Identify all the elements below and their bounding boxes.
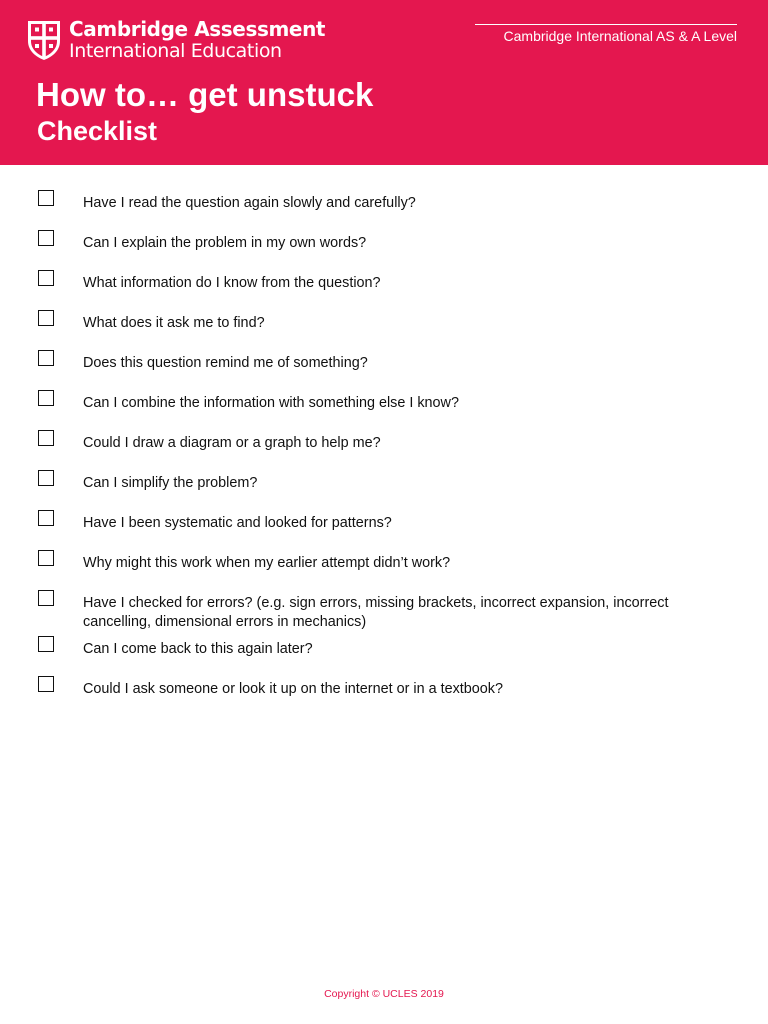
cambridge-logo bbox=[26, 18, 325, 62]
checklist-item-label: Why might this work when my earlier attempt didn’t work? bbox=[83, 555, 451, 571]
checkbox[interactable] bbox=[38, 390, 54, 406]
checklist-item bbox=[38, 468, 728, 508]
header-divider bbox=[475, 24, 737, 25]
checklist-item-label: What information do I know from the question? bbox=[83, 275, 381, 291]
page-subtitle: Checklist bbox=[37, 116, 158, 146]
checklist-item-label: What does it ask me to find? bbox=[83, 315, 265, 331]
checklist-item-label: Can I explain the problem in my own words? bbox=[83, 235, 367, 251]
checkbox[interactable] bbox=[38, 676, 54, 692]
checkbox[interactable] bbox=[38, 430, 54, 446]
logo-line-2: International Education bbox=[69, 40, 282, 62]
checkbox[interactable] bbox=[38, 310, 54, 326]
checkbox[interactable] bbox=[38, 590, 54, 606]
qualification-label: Cambridge International AS & A Level bbox=[503, 28, 737, 44]
page-header bbox=[0, 0, 768, 165]
checklist-item bbox=[38, 674, 728, 714]
checkbox[interactable] bbox=[38, 470, 54, 486]
checklist-item bbox=[38, 548, 728, 588]
checkbox[interactable] bbox=[38, 190, 54, 206]
checklist-item-label: Can I simplify the problem? bbox=[83, 475, 258, 491]
checklist-item bbox=[38, 508, 728, 548]
checklist-item-label: Have I checked for errors? (e.g. sign errors, missing brackets, incorrect expansion, incorrect cancelling, dimensional errors in mechanics) bbox=[83, 595, 669, 630]
checklist-item-label: Could I draw a diagram or a graph to help me? bbox=[83, 435, 381, 451]
copyright-footer: Copyright © UCLES 2019 bbox=[324, 988, 444, 1000]
checklist-item-label: Does this question remind me of something? bbox=[83, 355, 368, 371]
checklist-item bbox=[38, 388, 728, 428]
checkbox[interactable] bbox=[38, 350, 54, 366]
checkbox[interactable] bbox=[38, 230, 54, 246]
checklist-item-label: Could I ask someone or look it up on the internet or in a textbook? bbox=[83, 681, 503, 697]
checklist-item-label: Can I combine the information with something else I know? bbox=[83, 395, 459, 411]
checklist-item bbox=[38, 308, 728, 348]
checklist-item bbox=[38, 428, 728, 468]
checkbox[interactable] bbox=[38, 510, 54, 526]
checklist-item bbox=[38, 228, 728, 268]
checklist-item bbox=[38, 588, 728, 634]
checkbox[interactable] bbox=[38, 636, 54, 652]
checklist bbox=[38, 188, 728, 714]
logo-wordmark bbox=[69, 18, 325, 62]
checklist-item-label: Have I read the question again slowly and carefully? bbox=[83, 195, 416, 211]
logo-line-1: Cambridge Assessment bbox=[69, 17, 326, 41]
checklist-item bbox=[38, 188, 728, 228]
checklist-item bbox=[38, 634, 728, 674]
checkbox[interactable] bbox=[38, 550, 54, 566]
page-title: How to… get unstuck bbox=[36, 76, 374, 113]
checkbox[interactable] bbox=[38, 270, 54, 286]
checklist-item bbox=[38, 348, 728, 388]
shield-icon bbox=[26, 19, 62, 61]
checklist-item bbox=[38, 268, 728, 308]
checklist-item-label: Have I been systematic and looked for patterns? bbox=[83, 515, 392, 531]
checklist-item-label: Can I come back to this again later? bbox=[83, 641, 313, 657]
